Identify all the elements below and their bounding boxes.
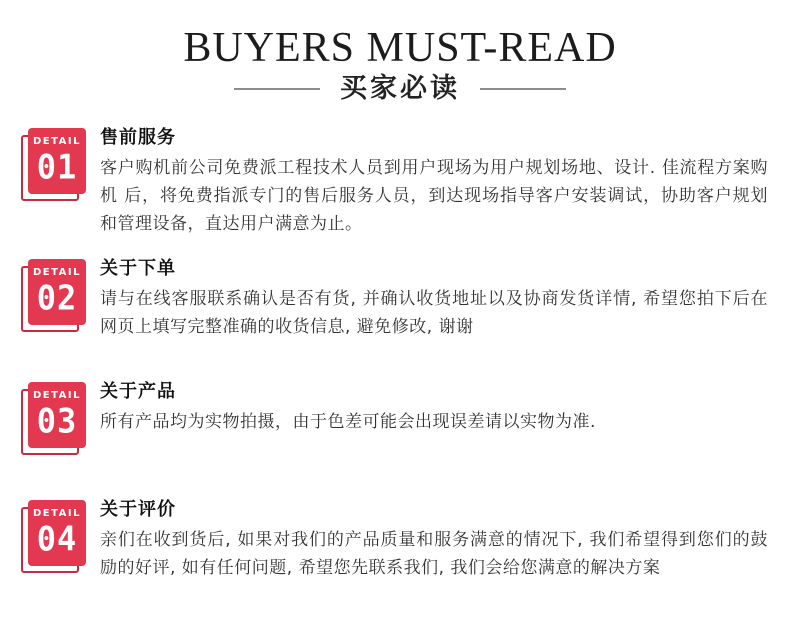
- badge-card: [28, 382, 86, 448]
- page-header: [0, 0, 800, 104]
- section-about-ordering: [28, 257, 800, 341]
- section-title: 关于下单: [100, 258, 176, 279]
- section-text: [100, 380, 768, 436]
- detail-badge-03: [28, 382, 86, 448]
- badge-label: DETAIL: [32, 390, 81, 401]
- detail-badge-01: [28, 128, 86, 194]
- section-title: 售前服务: [100, 127, 176, 148]
- section-presale-service: [28, 126, 800, 238]
- detail-sections: [0, 126, 800, 582]
- section-about-review: [28, 498, 800, 582]
- section-body: 亲们在收到货后, 如果对我们的产品质量和服务满意的情况下, 我们希望得到您们的鼓励的好评, 如有任何问题, 希望您先联系我们, 我们会给您满意的解决方案: [100, 530, 768, 578]
- page-subtitle-row: [0, 74, 800, 104]
- badge-card: [28, 500, 86, 566]
- section-text: [100, 498, 768, 582]
- badge-number: 01: [36, 147, 78, 187]
- badge-label: DETAIL: [32, 267, 81, 278]
- divider-line-left: [234, 88, 320, 90]
- section-text: [100, 126, 768, 238]
- badge-card: [28, 259, 86, 325]
- page-title-chinese: 买家必读: [340, 73, 460, 104]
- badge-number: 04: [36, 519, 78, 559]
- badge-card: [28, 128, 86, 194]
- section-text: [100, 257, 768, 341]
- badge-number: 03: [36, 401, 78, 441]
- section-about-product: [28, 380, 800, 448]
- section-body: 请与在线客服联系确认是否有货, 并确认收货地址以及协商发货详情, 希望您拍下后在网页上填写完整准确的收货信息, 避免修改, 谢谢: [100, 289, 768, 337]
- section-title: 关于产品: [100, 381, 176, 402]
- detail-badge-04: [28, 500, 86, 566]
- section-body: 所有产品均为实物拍摄，由于色差可能会出现误差请以实物为准.: [100, 412, 596, 432]
- badge-number: 02: [36, 278, 78, 318]
- badge-label: DETAIL: [32, 136, 81, 147]
- badge-label: DETAIL: [32, 508, 81, 519]
- page-title-english: BUYERS MUST-READ: [183, 25, 617, 71]
- section-title: 关于评价: [100, 499, 176, 520]
- detail-badge-02: [28, 259, 86, 325]
- section-body: 客户购机前公司免费派工程技术人员到用户现场为用户规划场地、设计. 佳流程方案购机 后，将免费指派专门的售后服务人员，到达现场指导客户安装调试，协助客户规划和管理设备，直达用户满意为止。: [100, 158, 768, 234]
- divider-line-right: [480, 88, 566, 90]
